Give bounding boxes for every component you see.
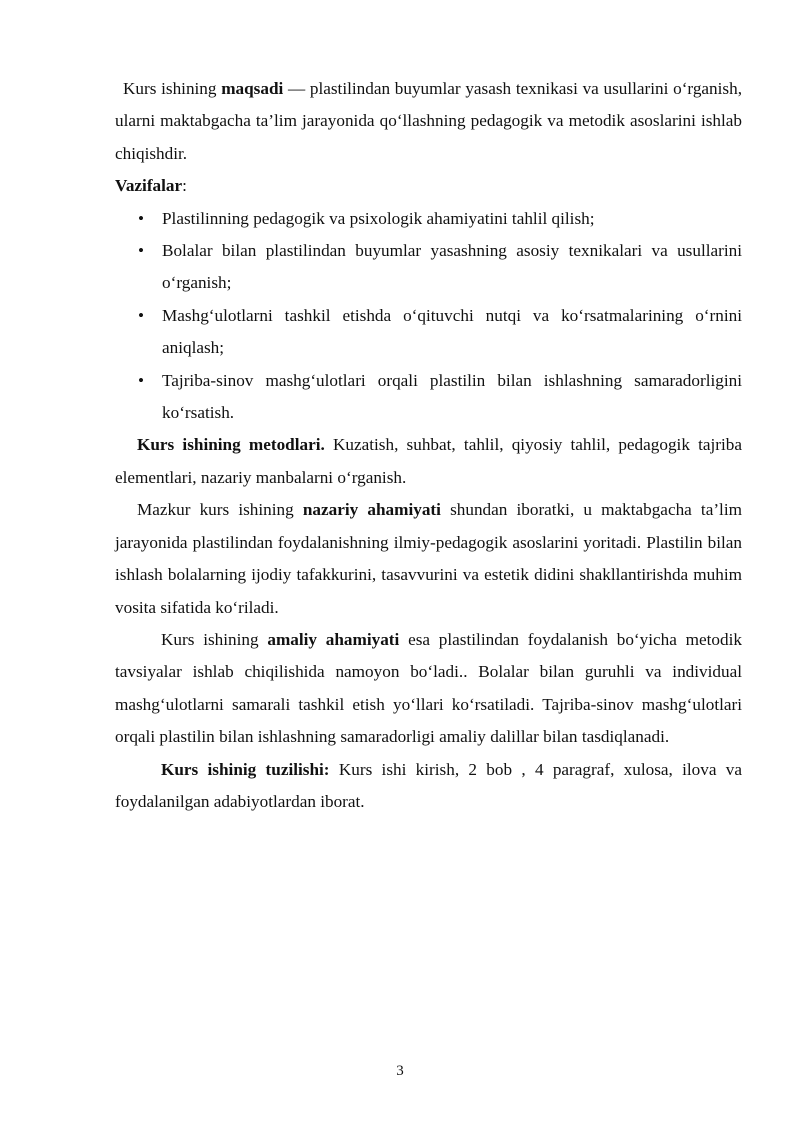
list-item	[115, 365, 742, 430]
theory-text-rest: shundan iboratki, u maktabgacha ta’lim jarayonida plastilindan foydalanishning ilmiy-pedagogik asoslarini yoritadi. Plastilin bilan ishlash bolalarning ijodiy tafakkurini, tasavvurini va estetik didini shakllantirishda muhim vosita sifatida ko‘riladi.	[115, 500, 742, 617]
structure-paragraph	[115, 754, 742, 819]
practice-keyword: amaliy ahamiyati	[267, 629, 400, 649]
list-item	[115, 203, 742, 235]
structure-keyword: Kurs ishinig tuzilishi:	[161, 759, 330, 779]
practice-text-start: Kurs ishining	[161, 629, 268, 649]
practice-paragraph	[115, 624, 742, 754]
list-item	[115, 235, 742, 300]
list-item-text: Bolalar bilan plastilindan buyumlar yasashning asosiy texnikalari va usullarini o‘rganish;	[162, 241, 742, 293]
page-number: 3	[396, 1063, 404, 1079]
tasks-list	[115, 203, 742, 430]
tasks-heading-label: Vazifalar	[115, 176, 183, 196]
methods-text: Kuzatish, suhbat, tahlil, qiyosiy tahlil, pedagogik tajriba elementlari, nazariy manbalarni o‘rganish.	[115, 435, 742, 487]
goal-paragraph	[115, 73, 742, 170]
bullet-icon: •	[138, 208, 145, 228]
theory-keyword: nazariy ahamiyati	[302, 500, 441, 520]
list-item-text: Mashg‘ulotlarni tashkil etishda o‘qituvchi nutqi va ko‘rsatmalarining o‘rnini aniqlash;	[162, 305, 742, 358]
tasks-heading	[115, 170, 742, 202]
tasks-heading-colon: :	[182, 176, 187, 196]
methods-keyword: Kurs ishining metodlari.	[137, 435, 325, 455]
list-item	[115, 300, 742, 365]
page-content	[115, 73, 742, 818]
practice-text-rest: esa plastilindan foydalanish bo‘yicha metodik tavsiyalar ishlab chiqilishida namoyon bo‘ladi.. Bolalar bilan guruhli va individual mashg‘ulotlarni samarali tashkil etish yo‘llari ko‘rsatiladi. Tajriba-sinov mashg‘ulotlari orqali plastilin bilan ishlashning samaradorligi amaliy dalillar bilan tasdiqlanadi.	[115, 629, 742, 747]
goal-text-start: Kurs ishining	[123, 79, 222, 98]
list-item-text: Tajriba-sinov mashg‘ulotlari orqali plastilin bilan ishlashning samaradorligini ko‘rsatish.	[162, 370, 742, 423]
theory-text-start: Mazkur kurs ishining	[137, 500, 303, 520]
bullet-icon: •	[138, 241, 145, 261]
bullet-icon: •	[138, 370, 145, 390]
structure-text: Kurs ishi kirish, 2 bob , 4 paragraf, xulosa, ilova va foydalanilgan adabiyotlardan iborat.	[115, 759, 742, 811]
list-item-text: Plastilinning pedagogik va psixologik ahamiyatini tahlil qilish;	[162, 208, 595, 228]
goal-keyword: maqsadi	[221, 79, 284, 98]
methods-paragraph	[115, 429, 742, 494]
bullet-icon: •	[138, 305, 145, 325]
theory-paragraph	[115, 494, 742, 624]
goal-text-rest: — plastilindan buyumlar yasash texnikasi va usullarini o‘rganish, ularni maktabgacha ta’lim jarayonida qo‘llashning pedagogik va metodik asoslarini ishlab chiqishdir.	[115, 79, 742, 163]
